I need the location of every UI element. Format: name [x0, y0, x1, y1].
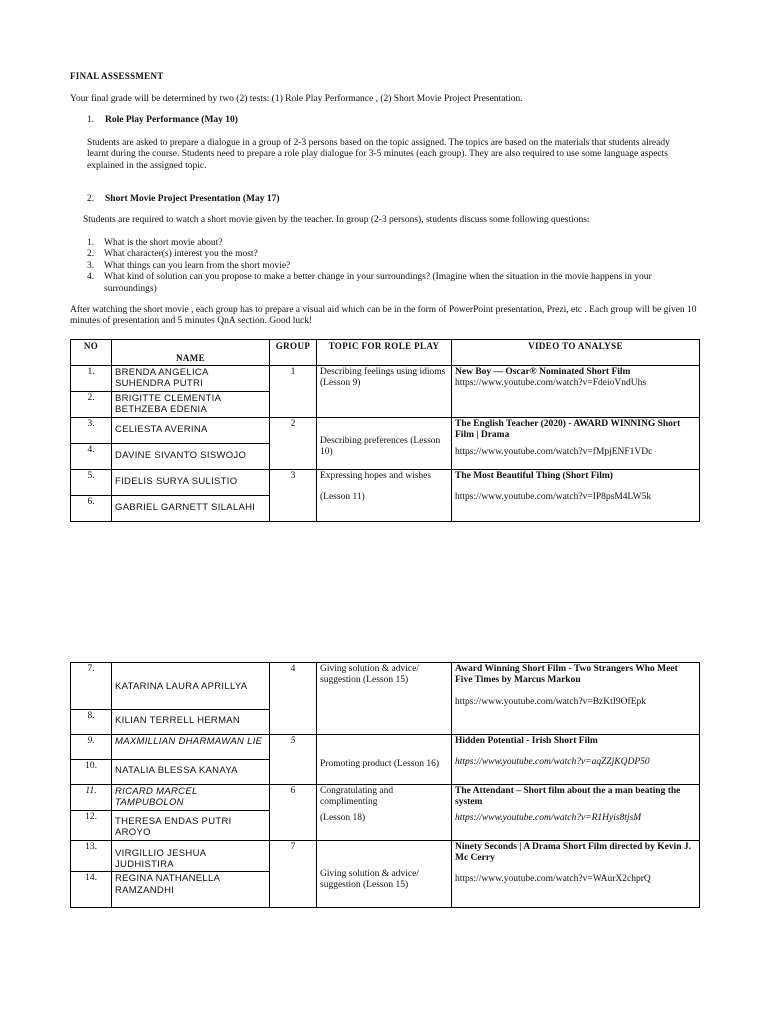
video-url[interactable]: https://www.youtube.com/watch?v=fMpjENF1VDc [455, 446, 653, 457]
student-name: VIRGILLIO JESHUA JUDHISTIRA [112, 840, 270, 872]
row-number: 13. [71, 840, 112, 872]
row-number: 14. [71, 872, 112, 908]
video-cell [452, 840, 700, 908]
table-row [71, 366, 700, 392]
section1-body: Students are asked to prepare a dialogue in a group of 2-3 persons based on the topic assigned. The topics are based on the materials that students already learnt during the course. Students need to prepare a role play dialogue for 3-5 minutes (each group). They are also required to use some language aspects explained in the assigned topic. [87, 138, 670, 171]
row-number: 1. [71, 366, 112, 392]
role-play-topic-text: Congratulating and complimenting [320, 786, 394, 808]
student-name: KATARINA LAURA APRILLYA [112, 663, 270, 710]
video-url[interactable]: https://www.youtube.com/watch?v=BzKtI9OfEpk [455, 696, 647, 707]
student-name: CELIESTA AVERINA [112, 418, 270, 444]
row-number: 11. [71, 785, 112, 811]
video-title: Award Winning Short Film - Two Strangers Who Meet Five Times by Marcus Markou [455, 664, 678, 686]
section2-heading: Short Movie Project Presentation (May 17) [105, 194, 280, 204]
video-title: Ninety Seconds | A Drama Short Film directed by Kevin J. Mc Cerry [455, 841, 691, 863]
student-name: DAVINE SIVANTO SISWOJO [112, 444, 270, 470]
question-list [87, 238, 687, 295]
group-number: 6 [270, 785, 317, 841]
video-title: New Boy — Oscar® Nominated Short Film [455, 367, 631, 377]
student-name: MAXMILLIAN DHARMAWAN LIE [112, 735, 270, 760]
video-cell [452, 785, 700, 841]
closing-text: After watching the short movie , each group has to prepare a visual aid which can be in the form of PowerPoint presentation, Prezi, etc . Each group will be given 10 minutes of presentation and 5 minutes QnA section. Good luck! [70, 305, 697, 327]
student-name: NATALIA BLESSA KANAYA [112, 760, 270, 785]
table-header-row [71, 340, 700, 366]
row-number: 5. [71, 470, 112, 496]
col-header-name: NAME [112, 340, 270, 366]
col-header-video: VIDEO TO ANALYSE [452, 340, 700, 366]
group-number: 2 [270, 418, 317, 470]
assignment-table-part1 [70, 339, 700, 522]
row-number: 3. [71, 418, 112, 444]
student-name: RICARD MARCEL TAMPUBOLON [112, 785, 270, 811]
question-item: 2. What character(s) interest you the most? [87, 249, 258, 260]
student-name: FIDELIS SURYA SULISTIO [112, 470, 270, 496]
table-row [71, 840, 700, 872]
role-play-topic: Giving solution & advice/ suggestion (Lesson 15) [317, 840, 452, 908]
video-cell [452, 470, 700, 522]
student-name: THERESA ENDAS PUTRI AROYO [112, 810, 270, 840]
student-name: REGINA NATHANELLA RAMZANDHI [112, 872, 270, 908]
role-play-topic [317, 470, 452, 522]
row-number: 8. [71, 710, 112, 735]
video-cell [452, 735, 700, 785]
question-item: 3. What things can you learn from the short movie? [87, 260, 291, 271]
group-number: 7 [270, 840, 317, 908]
student-name: GABRIEL GARNETT SILALAHI [112, 496, 270, 522]
table-row [71, 418, 700, 444]
row-number: 7. [71, 663, 112, 710]
row-number: 2. [71, 392, 112, 418]
video-title: Hidden Potential - Irish Short Film [455, 736, 598, 746]
col-header-group: GROUP [270, 340, 317, 366]
group-number: 1 [270, 366, 317, 418]
video-url[interactable]: https://www.youtube.com/watch?v=WAurX2chprQ [455, 874, 651, 885]
role-play-topic: Promoting product (Lesson 16) [317, 735, 452, 785]
student-name: KILIAN TERRELL HERMAN [112, 710, 270, 735]
video-title: The English Teacher (2020) - AWARD WINNING Short Film | Drama [455, 419, 681, 441]
col-header-topic: TOPIC FOR ROLE PLAY [317, 340, 452, 366]
intro-text: Your final grade will be determined by two (2) tests: (1) Role Play Performance , (2) Short Movie Project Presentation. [70, 94, 523, 104]
row-number: 10. [71, 760, 112, 785]
group-number: 3 [270, 470, 317, 522]
student-name: BRIGITTE CLEMENTIA BETHZEBA EDENIA [112, 392, 270, 418]
role-play-topic: Describing feelings using idioms (Lesson 9) [317, 366, 452, 418]
col-header-no: NO [71, 340, 112, 366]
row-number: 9. [71, 735, 112, 760]
video-url[interactable]: https://www.youtube.com/watch?v=FdeioVndUhs [455, 378, 647, 389]
table-row [71, 735, 700, 760]
video-cell [452, 418, 700, 470]
student-name: BRENDA ANGELICA SUHENDRA PUTRI [112, 366, 270, 392]
role-play-topic [317, 785, 452, 841]
section2-number: 2. [87, 194, 95, 204]
video-cell [452, 663, 700, 735]
question-item: 1. What is the short movie about? [87, 238, 223, 248]
table-row [71, 663, 700, 710]
section1-number: 1. [87, 115, 95, 125]
section2-body: Students are required to watch a short movie given by the teacher. In group (2-3 persons), students discuss some following questions: [83, 215, 590, 225]
group-number: 4 [270, 663, 317, 735]
role-play-topic: Describing preferences (Lesson 10) [317, 418, 452, 470]
role-play-lesson: (Lesson 11) [320, 492, 365, 503]
row-number: 6. [71, 496, 112, 522]
video-url[interactable]: https://www.youtube.com/watch?v=IP8psM4LW5k [455, 492, 652, 503]
table-row [71, 785, 700, 811]
assignment-table-part2 [70, 662, 700, 908]
video-title: The Most Beautiful Thing (Short Film) [455, 471, 613, 481]
document-title: FINAL ASSESSMENT [70, 71, 164, 81]
video-title: The Attendant – Short film about the a man beating the system [455, 786, 681, 808]
section1-heading: Role Play Performance (May 10) [105, 115, 238, 125]
video-cell [452, 366, 700, 418]
role-play-topic-text: Expressing hopes and wishes [320, 471, 432, 481]
group-number: 5 [270, 735, 317, 785]
table-row [71, 470, 700, 496]
row-number: 4. [71, 444, 112, 470]
role-play-topic: Giving solution & advice/ suggestion (Lesson 15) [317, 663, 452, 735]
role-play-lesson: (Lesson 18) [320, 812, 366, 823]
video-url[interactable]: https://www.youtube.com/watch?v=R1Hyis8tjsM [455, 812, 642, 823]
question-item: 4. What kind of solution can you propose to make a better change in your surroundings? (Imagine when the situation in the movie happens in your surroundings) [87, 272, 652, 294]
video-url[interactable]: https://www.youtube.com/watch?v=aqZZjKQDP50 [455, 757, 650, 768]
row-number: 12. [71, 810, 112, 840]
